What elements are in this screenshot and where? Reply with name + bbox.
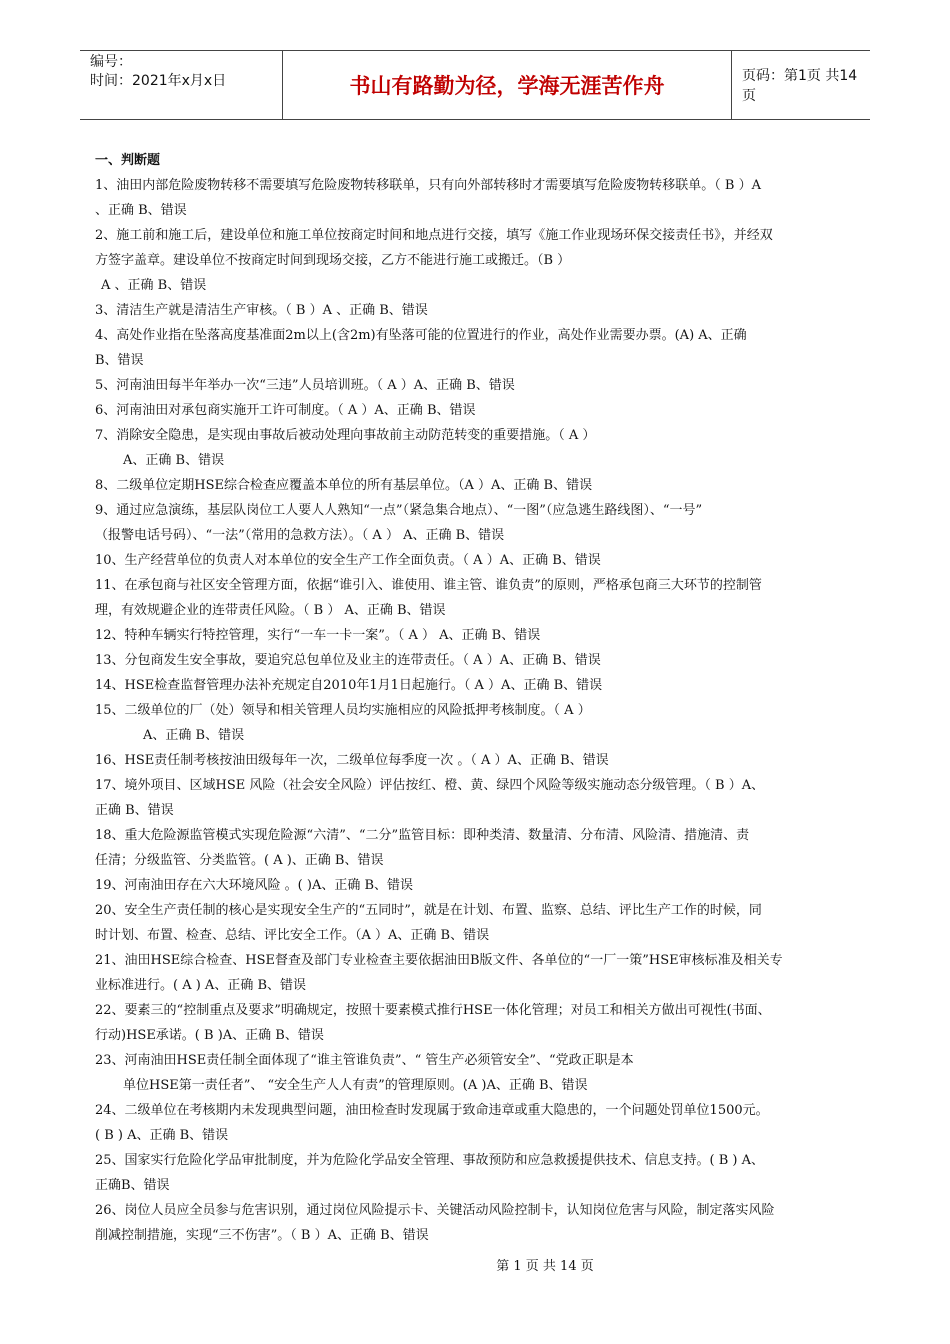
question-line: 15、二级单位的厂（处）领导和相关管理人员均实施相应的风险抵押考核制度。（ A ） [95,703,591,718]
question-line: 正确B、错误 [95,1178,170,1193]
question-line: 2、施工前和施工后，建设单位和施工单位按商定时间和地点进行交接，填写《施工作业现场环保交接责任书》，并经双 [95,228,773,243]
question-line: 3、清洁生产就是清洁生产审核。（ B ）A 、正确 B、错误 [95,303,428,318]
question-line: 业标准进行。( A ) A、正确 B、错误 [95,978,307,993]
question-line: 时计划、布置、检查、总结、评比安全工作。（A ）A、正确 B、错误 [95,928,490,943]
question-line: 24、二级单位在考核期内未发现典型问题，油田检查时发现属于致命违章或重大隐患的，一个问题处罚单位1500元。 [95,1103,769,1118]
question-line: 理，有效规避企业的连带责任风险。（ B ） A、正确 B、错误 [95,603,446,618]
question-line: 25、国家实行危险化学品审批制度，并为危险化学品安全管理、事故预防和应急救援提供技术、信息支持。( B ) A、 [95,1153,765,1168]
question-line: A、正确 B、错误 [123,453,225,468]
question-line: 17、境外项目、区域HSE 风险（社会安全风险）评估按红、橙、黄、绿四个风险等级实施动态分级管理。（ B ）A、 [95,778,765,793]
question-line: B、错误 [95,353,144,368]
question-line: 1、油田内部危险废物转移不需要填写危险废物转移联单，只有向外部转移时才需要填写危险废物转移联单。（ B ）A [95,178,761,193]
question-line: A、正确 B、错误 [143,728,245,743]
header-motto: 书山有路勤为径，学海无涯苦作舟 [282,51,732,119]
section-title: 一、判断题 [95,153,161,168]
question-line: （报警电话号码）、“一法”（常用的急救方法）。（ A ） A、正确 B、错误 [95,528,505,543]
question-line: 行动)HSE承诺。( B )A、正确 B、错误 [95,1028,324,1043]
question-line: 21、油田HSE综合检查、HSE督查及部门专业检查主要依据油田B版文件、各单位的“一厂一策”HSE审核标准及相关专 [95,953,783,968]
question-line: 9、通过应急演练，基层队岗位工人要人人熟知“一点”（紧急集合地点）、“一图”（应急逃生路线图）、“一号” [95,503,703,518]
question-line: 10、生产经营单位的负责人对本单位的安全生产工作全面负责。（ A ）A、正确 B、错误 [95,553,601,568]
question-line: 22、要素三的“控制重点及要求”明确规定，按照十要素模式推行HSE一体化管理；对员工和相关方做出可视性(书面、 [95,1003,771,1018]
header-page-number: 页码：第1页 共14页 [742,68,858,104]
document-number-label: 编号： [90,54,132,70]
page-header [80,50,870,120]
question-line: 4、高处作业指在坠落高度基准面2m以上(含2m)有坠落可能的位置进行的作业，高处作业需要办票。(A) A、正确 [95,328,747,343]
question-line: 任清；分级监管、分类监管。( A )、正确 B、错误 [95,853,384,868]
question-line: 18、重大危险源监管模式实现危险源“六清”、“二分”监管目标：即种类清、数量清、分布清、风险清、措施清、责 [95,828,750,843]
question-line: 23、河南油田HSE责任制全面体现了“谁主管谁负责”、“ 管生产必须管安全”、“党政正职是本 [95,1053,634,1068]
document-body [95,148,855,1248]
question-line: ( B ) A、正确 B、错误 [95,1128,229,1143]
question-line: 16、HSE责任制考核按油田级每年一次，二级单位每季度一次 。（ A ）A、正确 B、错误 [95,753,609,768]
question-line: 14、HSE检查监督管理办法补充规定自2010年1月1日起施行。（ A ）A、正确 B、错误 [95,678,603,693]
question-line: A 、正确 B、错误 [101,278,207,293]
question-line: 正确 B、错误 [95,803,174,818]
question-line: 、正确 B、错误 [95,203,187,218]
question-line: 单位HSE第一责任者”、 “安全生产人人有责”的管理原则。(A )A、正确 B、错误 [123,1078,588,1093]
page-footer: 第 1 页 共 14 页 [496,1259,594,1274]
question-line: 26、岗位人员应全员参与危害识别，通过岗位风险提示卡、关键活动风险控制卡，认知岗位危害与风险，制定落实风险 [95,1203,775,1218]
document-date: 时间：2021年x月x日 [90,73,227,89]
header-info [80,51,282,119]
question-line: 6、河南油田对承包商实施开工许可制度。（ A ）A、正确 B、错误 [95,403,476,418]
question-line: 8、二级单位定期HSE综合检查应覆盖本单位的所有基层单位。（A ）A、正确 B、错误 [95,478,593,493]
question-line: 12、特种车辆实行特控管理，实行“一车一卡一案”。（ A ） A、正确 B、错误 [95,628,541,643]
question-line: 削减控制措施，实现“三不伤害”。（ B ）A、正确 B、错误 [95,1228,429,1243]
question-line: 方签字盖章。建设单位不按商定时间到现场交接，乙方不能进行施工或搬迁。（B ） [95,253,571,268]
question-line: 11、在承包商与社区安全管理方面，依据“谁引入、谁使用、谁主管、谁负责”的原则，严格承包商三大环节的控制管 [95,578,762,593]
question-line: 19、河南油田存在六大环境风险 。( )A、正确 B、错误 [95,878,414,893]
question-line: 13、分包商发生安全事故，要追究总包单位及业主的连带责任。（ A ）A、正确 B、错误 [95,653,601,668]
question-line: 5、河南油田每半年举办一次“三违”人员培训班。（ A ）A、正确 B、错误 [95,378,515,393]
question-line: 7、消除安全隐患，是实现由事故后被动处理向事故前主动防范转变的重要措施。（ A ） [95,428,596,443]
question-line: 20、安全生产责任制的核心是实现安全生产的“五同时”，就是在计划、布置、监察、总结、评比生产工作的时候，同 [95,903,762,918]
